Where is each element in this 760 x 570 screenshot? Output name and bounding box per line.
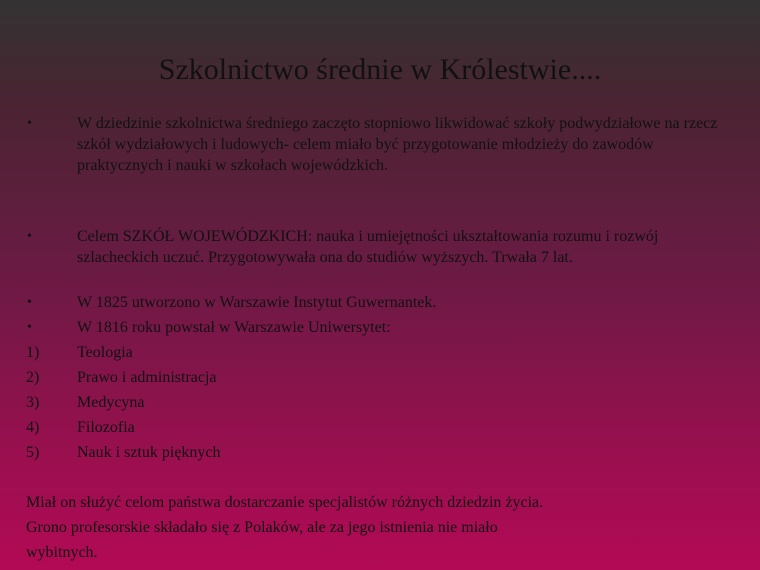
bullet-marker: • xyxy=(27,229,32,244)
list-item-text: Prawo i administracja xyxy=(77,369,217,386)
number-marker: 5) xyxy=(26,444,40,461)
list-item-text: Celem SZKÓŁ WOJEWÓDZKICH: nauka i umiejętności ukształtowania rozumu i rozwój szlacheckich uczuć. Przygotowywała ona do studiów wyższych. Trwała 7 lat. xyxy=(77,228,659,266)
list-item-text: W dziedzinie szkolnictwa średniego zaczęto stopniowo likwidować szkoły podwydziałowe na rzecz szkół wydziałowych i ludowych- celem miało być przygotowanie młodzieży do zawodów praktycznych i nauki w szkołach wojewódzkich. xyxy=(77,115,718,174)
number-marker: 1) xyxy=(26,344,40,361)
bullet-marker: • xyxy=(27,295,32,310)
footer-line: Grono profesorskie składało się z Polaków, ale za jego istnienia nie miało xyxy=(26,519,498,536)
slide-title: Szkolnictwo średnie w Królestwie.... xyxy=(158,53,602,86)
list-item-text: Nauk i sztuk pięknych xyxy=(77,444,221,461)
list-item-text: W 1825 utworzono w Warszawie Instytut Guwernantek. xyxy=(77,294,437,311)
bullet-marker: • xyxy=(27,320,32,335)
number-marker: 4) xyxy=(26,419,40,436)
footer-line: wybitnych. xyxy=(26,544,98,561)
number-marker: 3) xyxy=(26,394,40,411)
list-item-text: Teologia xyxy=(77,344,133,361)
list-item-text: W 1816 roku powstał w Warszawie Uniwersytet: xyxy=(77,319,391,336)
number-marker: 2) xyxy=(26,369,40,386)
footer-line: Miał on służyć celom państwa dostarczanie specjalistów różnych dziedzin życia. xyxy=(26,494,544,511)
bullet-marker: • xyxy=(27,116,32,131)
list-item-text: Filozofia xyxy=(77,419,135,436)
list-item-text: Medycyna xyxy=(77,394,145,411)
